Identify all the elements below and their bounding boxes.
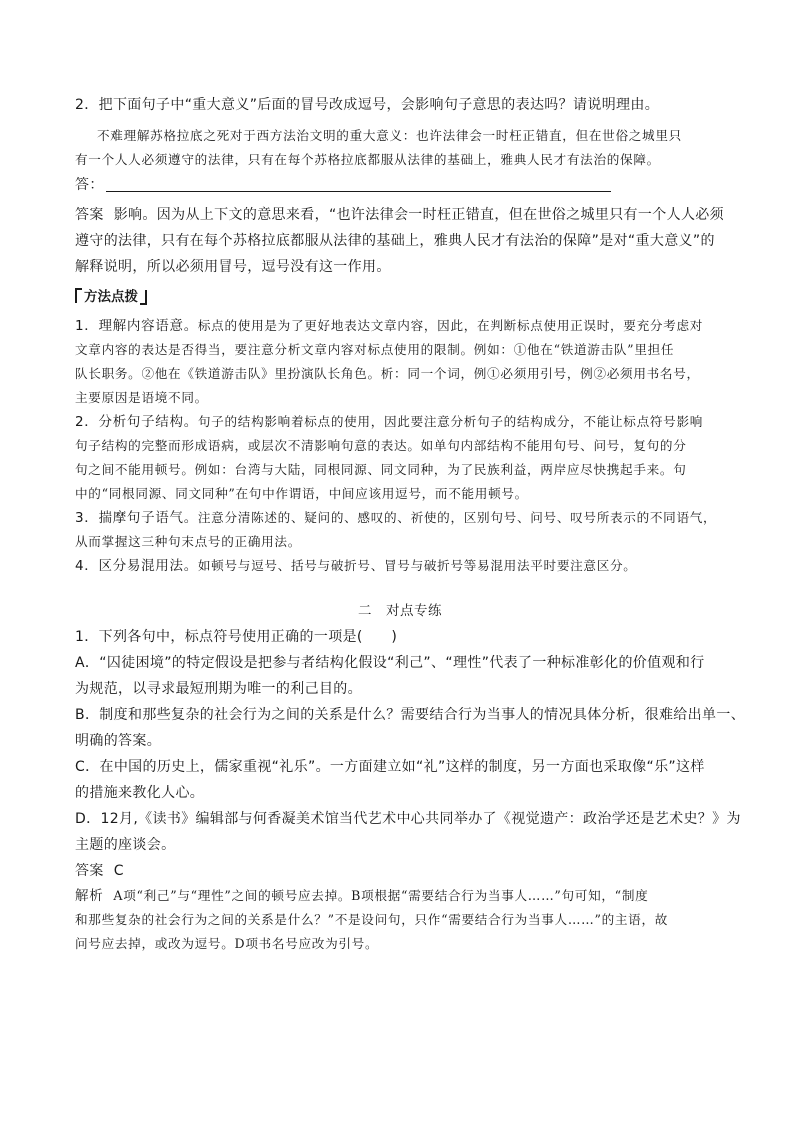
s2-q1-answer-value: C bbox=[113, 863, 124, 879]
answer-blank-line[interactable] bbox=[106, 190, 611, 192]
s2-q1-stem: 1．下列各句中，标点符号使用正确的一项是( ) bbox=[75, 629, 398, 645]
method-item-2-lead: 2．分析句子结构。 bbox=[75, 414, 198, 430]
option-c-line-2: 的措施来教化人心。 bbox=[75, 785, 205, 801]
analysis-line-3: 问号应去掉，或改为逗号。D项书名号应改为引号。 bbox=[75, 936, 379, 951]
option-a-line-2: 为规范，以寻求最短刑期为唯一的利己目的。 bbox=[75, 681, 362, 697]
method-item-2-line-2: 句子结构的完整而形成语病，或层次不清影响句意的表达。如单句内部结构不能用句号、问号，复句的分 bbox=[75, 438, 687, 453]
option-c-line-1: C．在中国的历史上，儒家重视“礼乐”。一方面建立如“礼”这样的制度，另一方面也采取像“乐”这样 bbox=[75, 759, 705, 775]
analysis-text-1: A项“利己”与“理性”之间的顿号应去掉。B项根据“需要结合行为当事人……”句可知，“制度 bbox=[113, 888, 649, 903]
method-item-1-text-1: 标点的使用是为了更好地表达文章内容，因此，在判断标点使用正误时，要充分考虑对 bbox=[197, 318, 704, 333]
method-item-2-line-4: 中的“同根同源、同文同种”在句中作谓语，中间应该用逗号，而不能用顿号。 bbox=[75, 486, 528, 501]
q2-answer-prompt: 答： bbox=[75, 177, 104, 193]
option-d-line-2: 主题的座谈会。 bbox=[75, 837, 176, 853]
q2-answer-line-3: 解释说明，所以必须用冒号，逗号没有这一作用。 bbox=[75, 259, 391, 275]
corner-bracket-open-icon bbox=[75, 288, 82, 303]
option-b-line-2: 明确的答案。 bbox=[75, 733, 162, 749]
document-page bbox=[75, 92, 746, 956]
method-item-4-line-1 bbox=[75, 554, 725, 578]
method-item-3-lead: 3．揣摩句子语气。 bbox=[75, 510, 198, 526]
s2-q1-answer bbox=[75, 858, 725, 884]
q2-answer-text-1: 影响。因为从上下文的意思来看，“也许法律会一时枉正错直，但在世俗之城里只有一个人人必须 bbox=[113, 207, 725, 223]
method-item-1-line-3: 队长职务。②他在《铁道游击队》里扮演队长角色。析：同一个词，例①必须用引号，例②必须用书名号， bbox=[75, 366, 700, 381]
section-title: 二 对点专练 bbox=[358, 603, 442, 619]
method-item-2-line-1 bbox=[75, 410, 725, 434]
s2-q1-answer-label: 答案 bbox=[75, 863, 104, 879]
q2-answer-field[interactable] bbox=[75, 172, 725, 198]
method-item-2-line-3: 句之间不能用顿号。例如：台湾与大陆，同根同源、同文同种，为了民族利益，两岸应尽快携起手来。句 bbox=[75, 462, 687, 477]
corner-bracket-close-icon bbox=[140, 290, 147, 305]
q2-question: 2．把下面句子中“重大意义”后面的冒号改成逗号，会影响句子意思的表达吗？请说明理由。 bbox=[75, 97, 660, 113]
q2-answer-label: 答案 bbox=[75, 207, 104, 223]
method-heading-text: 方法点拨 bbox=[84, 289, 138, 305]
method-item-1-line-2: 文章内容的表达是否得当，要注意分析文章内容对标点使用的限制。例如：①他在“铁道游击队”里担任 bbox=[75, 342, 675, 357]
analysis-line-1 bbox=[75, 884, 725, 908]
method-item-3-line-2: 从而掌握这三种句末点号的正确用法。 bbox=[75, 534, 301, 549]
analysis-label: 解析 bbox=[75, 888, 104, 904]
option-b-line-1: B．制度和那些复杂的社会行为之间的关系是什么？需要结合行为当事人的情况具体分析，很难给出单一、 bbox=[75, 707, 746, 723]
q2-answer-line-1 bbox=[75, 202, 725, 228]
method-item-1-line-1 bbox=[75, 314, 725, 338]
q2-answer-line-2: 遵守的法律，只有在每个苏格拉底都服从法律的基础上，雅典人民才有法治的保障”是对“重大意义”的 bbox=[75, 233, 715, 249]
method-item-3-line-1 bbox=[75, 506, 725, 530]
q2-passage-line-2: 有一个人人必须遵守的法律，只有在每个苏格拉底都服从法律的基础上，雅典人民才有法治的保障。 bbox=[75, 152, 660, 167]
method-item-3-text-1: 注意分清陈述的、疑问的、感叹的、祈使的，区别句号、问号、叹号所表示的不同语气， bbox=[197, 510, 717, 525]
method-item-4-text-1: 如顿号与逗号、括号与破折号、冒号与破折号等易混用法平时要注意区分。 bbox=[197, 558, 637, 573]
method-item-1-lead: 1．理解内容语意。 bbox=[75, 318, 198, 334]
option-a-line-1: A．“囚徒困境”的特定假设是把参与者结构化假设“利己”、“理性”代表了一种标准彰化的价值观和行 bbox=[75, 655, 705, 671]
method-heading bbox=[75, 284, 147, 310]
method-item-2-text-1: 句子的结构影响着标点的使用，因此要注意分析句子的结构成分，不能让标点符号影响 bbox=[197, 414, 704, 429]
q2-passage-line-1: 不难理解苏格拉底之死对于西方法治文明的重大意义：也许法律会一时枉正错直，但在世俗之城里只 bbox=[97, 128, 682, 143]
method-item-1-line-4: 主要原因是语境不同。 bbox=[75, 390, 208, 405]
method-item-4-lead: 4．区分易混用法。 bbox=[75, 558, 198, 574]
option-d-line-1: D．12月,《读书》编辑部与何香凝美术馆当代艺术中心共同举办了《视觉遗产：政治学还是艺术史？》为 bbox=[75, 811, 741, 827]
analysis-line-2: 和那些复杂的社会行为之间的关系是什么？”不是设问句，只作“需要结合行为当事人……”的主语，故 bbox=[75, 912, 669, 927]
